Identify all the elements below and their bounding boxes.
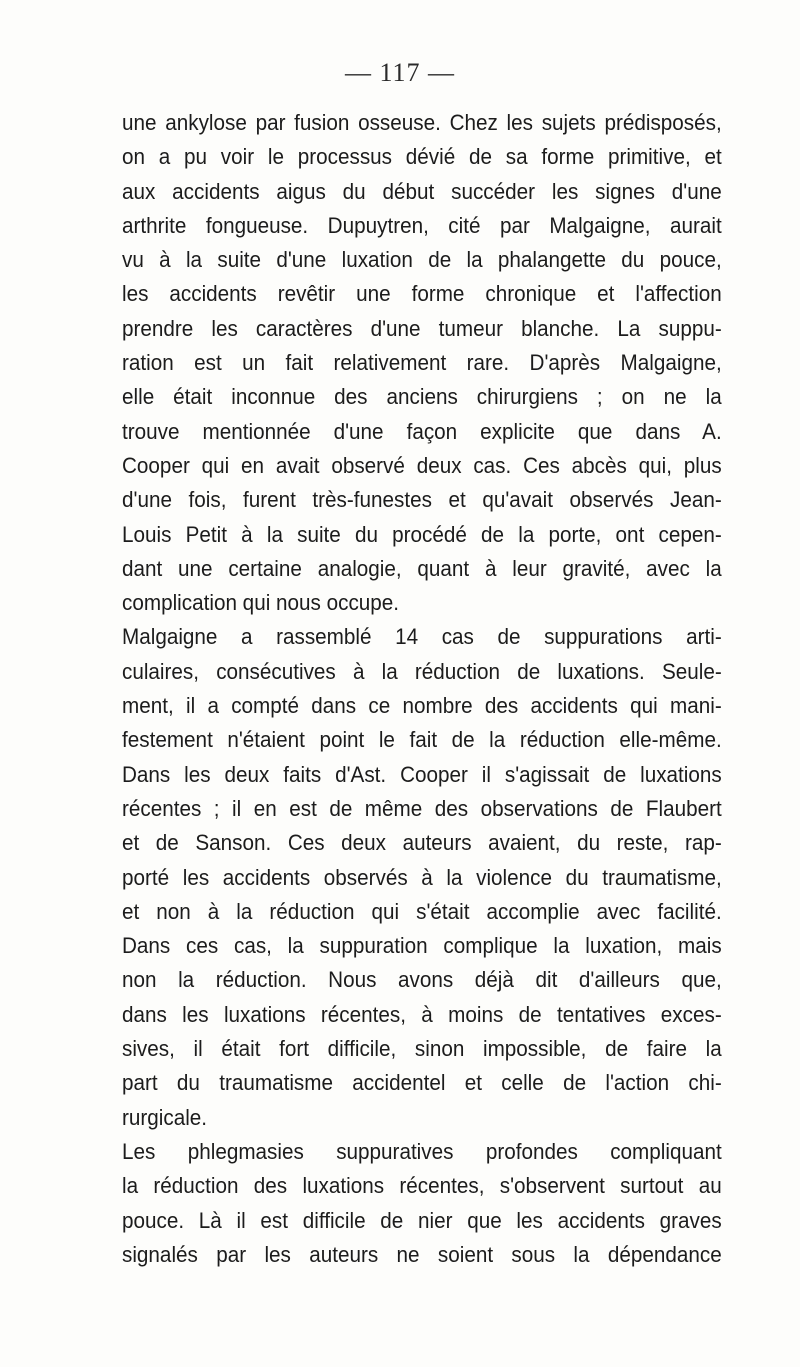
text-line: festement n'étaient point le fait de la réduction elle-même. [122,727,722,753]
text-line: trouve mentionnée d'une façon explicite que dans A. [122,418,722,444]
text-line: dant une certaine analogie, quant à leur gravité, avec la [122,555,722,581]
text-line: Dans ces cas, la suppuration complique la luxation, mais [122,933,722,959]
text-line: Malgaigne a rassemblé 14 cas de suppurations arti- [122,624,722,650]
text-line: complication qui nous occupe. [122,590,400,616]
text-line: et non à la réduction qui s'était accomplie avec facilité. [122,898,722,924]
text-line: porté les accidents observés à la violence du traumatisme, [122,864,722,890]
text-line: dans les luxations récentes, à moins de tentatives exces- [122,1001,722,1027]
page-number: — 117 — [344,58,456,87]
text-line: d'une fois, furent très-funestes et qu'avait observés Jean- [122,487,722,513]
text-line: prendre les caractères d'une tumeur blanche. La suppu- [122,315,722,341]
text-line: arthrite fongueuse. Dupuytren, cité par Malgaigne, aurait [122,212,722,238]
text-line: pouce. Là il est difficile de nier que les accidents graves [122,1207,722,1233]
body-text [122,106,722,1272]
text-line: non la réduction. Nous avons déjà dit d'ailleurs que, [122,967,722,993]
text-line: vu à la suite d'une luxation de la phalangette du pouce, [122,247,722,273]
text-line: rurgicale. [122,1104,208,1130]
text-line: Dans les deux faits d'Ast. Cooper il s'agissait de luxations [122,761,722,787]
text-line: récentes ; il en est de même des observations de Flaubert [122,795,722,821]
text-line: Louis Petit à la suite du procédé de la porte, ont cepen- [122,521,722,547]
text-line: on a pu voir le processus dévié de sa forme primitive, et [122,144,722,170]
text-line: Les phlegmasies suppuratives profondes compliquant [122,1138,722,1164]
text-line: elle était inconnue des anciens chirurgiens ; on ne la [122,384,722,410]
text-line: part du traumatisme accidentel et celle de l'action chi- [122,1070,722,1096]
text-line: ration est un fait relativement rare. D'après Malgaigne, [122,350,722,376]
text-line: ment, il a compté dans ce nombre des accidents qui mani- [122,693,722,719]
text-line: et de Sanson. Ces deux auteurs avaient, du reste, rap- [122,830,722,856]
text-line: Cooper qui en avait observé deux cas. Ces abcès qui, plus [122,452,722,478]
text-line: sives, il était fort difficile, sinon impossible, de faire la [122,1036,722,1062]
text-line: la réduction des luxations récentes, s'observent surtout au [122,1173,722,1199]
text-line: aux accidents aigus du début succéder les signes d'une [122,178,722,204]
text-line: une ankylose par fusion osseuse. Chez les sujets prédisposés, [122,110,722,135]
text-line: signalés par les auteurs ne soient sous la dépendance [122,1241,722,1267]
text-line: les accidents revêtir une forme chronique et l'affection [122,281,722,307]
text-line: culaires, consécutives à la réduction de luxations. Seule- [122,658,722,684]
